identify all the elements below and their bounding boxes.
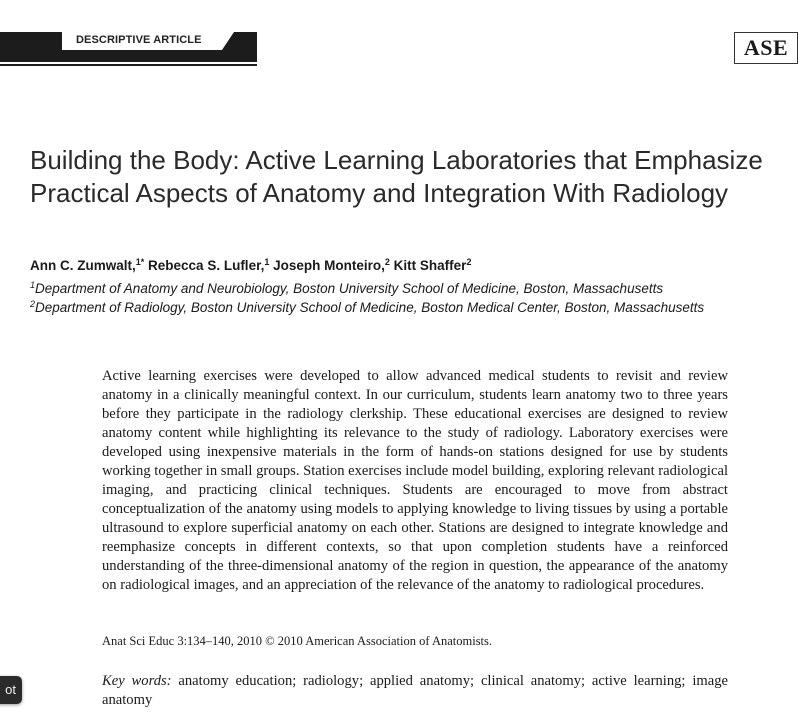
affiliation-mark: 1 xyxy=(30,280,36,290)
article-title: Building the Body: Active Learning Laboratories that Emphasize Practical Aspects of Anatomy and Integration With Radiology xyxy=(30,145,763,208)
author-name: Ann C. Zumwalt, xyxy=(30,258,136,273)
article-type-label: DESCRIPTIVE ARTICLE xyxy=(76,34,202,46)
article-type-banner xyxy=(0,32,257,66)
affiliation xyxy=(30,295,790,317)
affiliation-mark: 2 xyxy=(30,299,36,309)
author-affiliation-mark: 2 xyxy=(466,257,472,267)
citation: Anat Sci Educ 3:134–140, 2010 © 2010 American Association of Anatomists. xyxy=(102,634,493,648)
keywords xyxy=(102,672,728,710)
author-affiliation-mark: 1* xyxy=(135,257,145,267)
abstract: Active learning exercises were developed to allow advanced medical students to revisit and review anatomy in a clinically meaningful context. In our curriculum, students learn anatomy two to three years before they participate in the radiology clerkship. These educational exercises are designed to review anatomy content while highlighting its relevance to the study of radiology. Laboratory exercises were developed using inexpensive materials in the form of hands-on stations designed for use by students working together in small groups. Station exercises include model building, exploring relevant radiological imaging, and practicing clinical techniques. Students are encouraged to move from abstract conceptualization of the anatomy using models to applying knowledge to living tissues by using a portable ultrasound to explore superficial anatomy on each other. Stations are designed to integrate knowledge and reemphasize concepts in different contexts, so that upon completion students have a reinforced understanding of the three-dimensional anatomy of the region in question, the appearance of the anatomy on radiological images, and an appreciation of the relevance of the anatomy to radiological procedures. xyxy=(102,368,728,593)
keywords-label: Key words: xyxy=(102,673,172,689)
affiliation-text: Department of Anatomy and Neurobiology, Boston University School of Medicine, Boston, Massachusetts xyxy=(35,281,664,296)
author-name: Rebecca S. Lufler, xyxy=(148,258,265,273)
overlay-button[interactable]: ot xyxy=(0,676,22,704)
banner-underline xyxy=(0,64,257,66)
keywords-text: anatomy education; radiology; applied anatomy; clinical anatomy; active learning; image anatomy xyxy=(102,673,728,708)
author-list xyxy=(30,257,471,273)
affiliation-text: Department of Radiology, Boston University School of Medicine, Boston Medical Center, Boston, Massachusetts xyxy=(35,300,705,315)
journal-logo: ASE xyxy=(734,32,798,64)
author-name: Kitt Shaffer xyxy=(393,258,467,273)
author-affiliation-mark: 1 xyxy=(264,257,270,267)
author-affiliation-mark: 2 xyxy=(384,257,390,267)
author-name: Joseph Monteiro, xyxy=(273,258,385,273)
